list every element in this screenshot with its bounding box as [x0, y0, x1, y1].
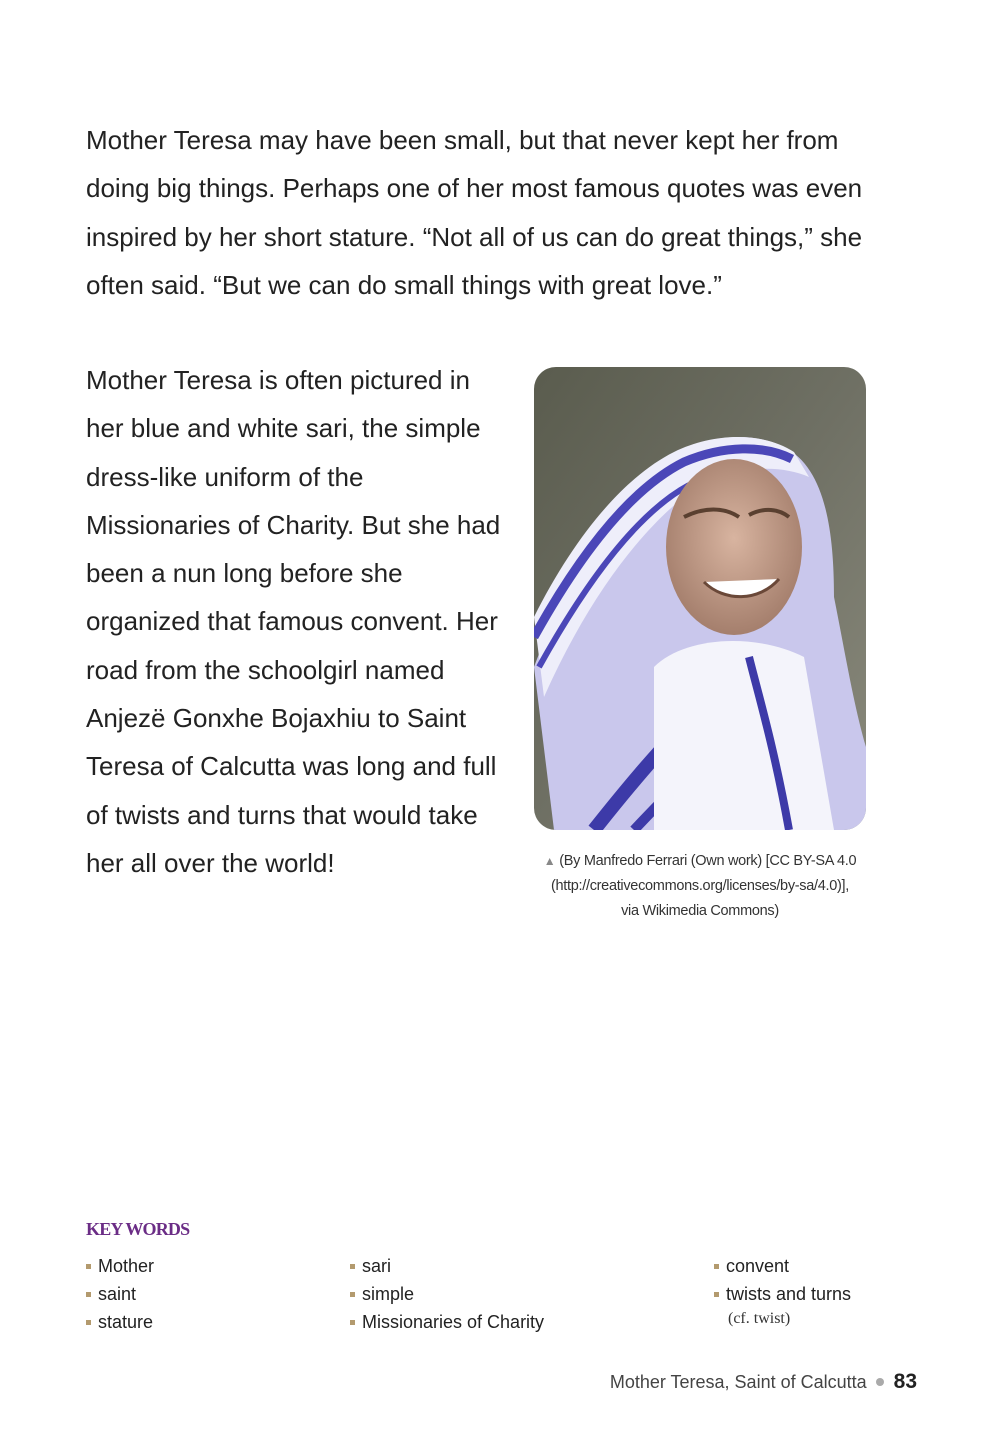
- mother-teresa-photo: [534, 367, 866, 830]
- key-words-column-3: [714, 1252, 851, 1330]
- key-word: Mother: [86, 1252, 154, 1280]
- key-word: simple: [350, 1280, 544, 1308]
- caption-line-1: (By Manfredo Ferrari (Own work) [CC BY-SA 4.0: [559, 853, 857, 869]
- sari-paragraph: Mother Teresa is often pictured in her blue and white sari, the simple dress-like uniform of the Missionaries of Charity. But she had been a nun long before she organized that famous convent. Her road from the schoolgirl named Anjezë Gonxhe Bojaxhiu to Saint Teresa of Calcutta was long and full of twists and turns that would take her all over the world!: [86, 365, 501, 878]
- key-word: stature: [86, 1308, 154, 1336]
- key-word: saint: [86, 1280, 154, 1308]
- triangle-icon: ▲: [543, 854, 556, 868]
- key-words-column-1: [86, 1252, 154, 1336]
- key-word: convent: [714, 1252, 851, 1280]
- key-words-title: KEY WORDS: [86, 1219, 190, 1239]
- photo-caption: [534, 849, 866, 924]
- intro-paragraph: Mother Teresa may have been small, but that never kept her from doing big things. Perhaps one of her most famous quotes was even inspired by her short stature. “Not all of us can do great things,” she often said. “But we can do small things with great love.”: [86, 125, 863, 300]
- key-word: Missionaries of Charity: [350, 1308, 544, 1336]
- page-footer: [610, 1370, 917, 1394]
- key-word: twists and turns: [714, 1280, 851, 1308]
- cf-note: (cf. twist): [728, 1310, 791, 1327]
- key-word: sari: [350, 1252, 544, 1280]
- page-number: 83: [893, 1370, 917, 1393]
- footer-title: Mother Teresa, Saint of Calcutta: [609, 1371, 867, 1392]
- dot-icon: [876, 1378, 884, 1386]
- caption-line-3: via Wikimedia Commons): [621, 903, 779, 919]
- caption-line-2: (http://creativecommons.org/licenses/by-sa/4.0)],: [551, 878, 849, 894]
- key-words-column-2: [350, 1252, 544, 1336]
